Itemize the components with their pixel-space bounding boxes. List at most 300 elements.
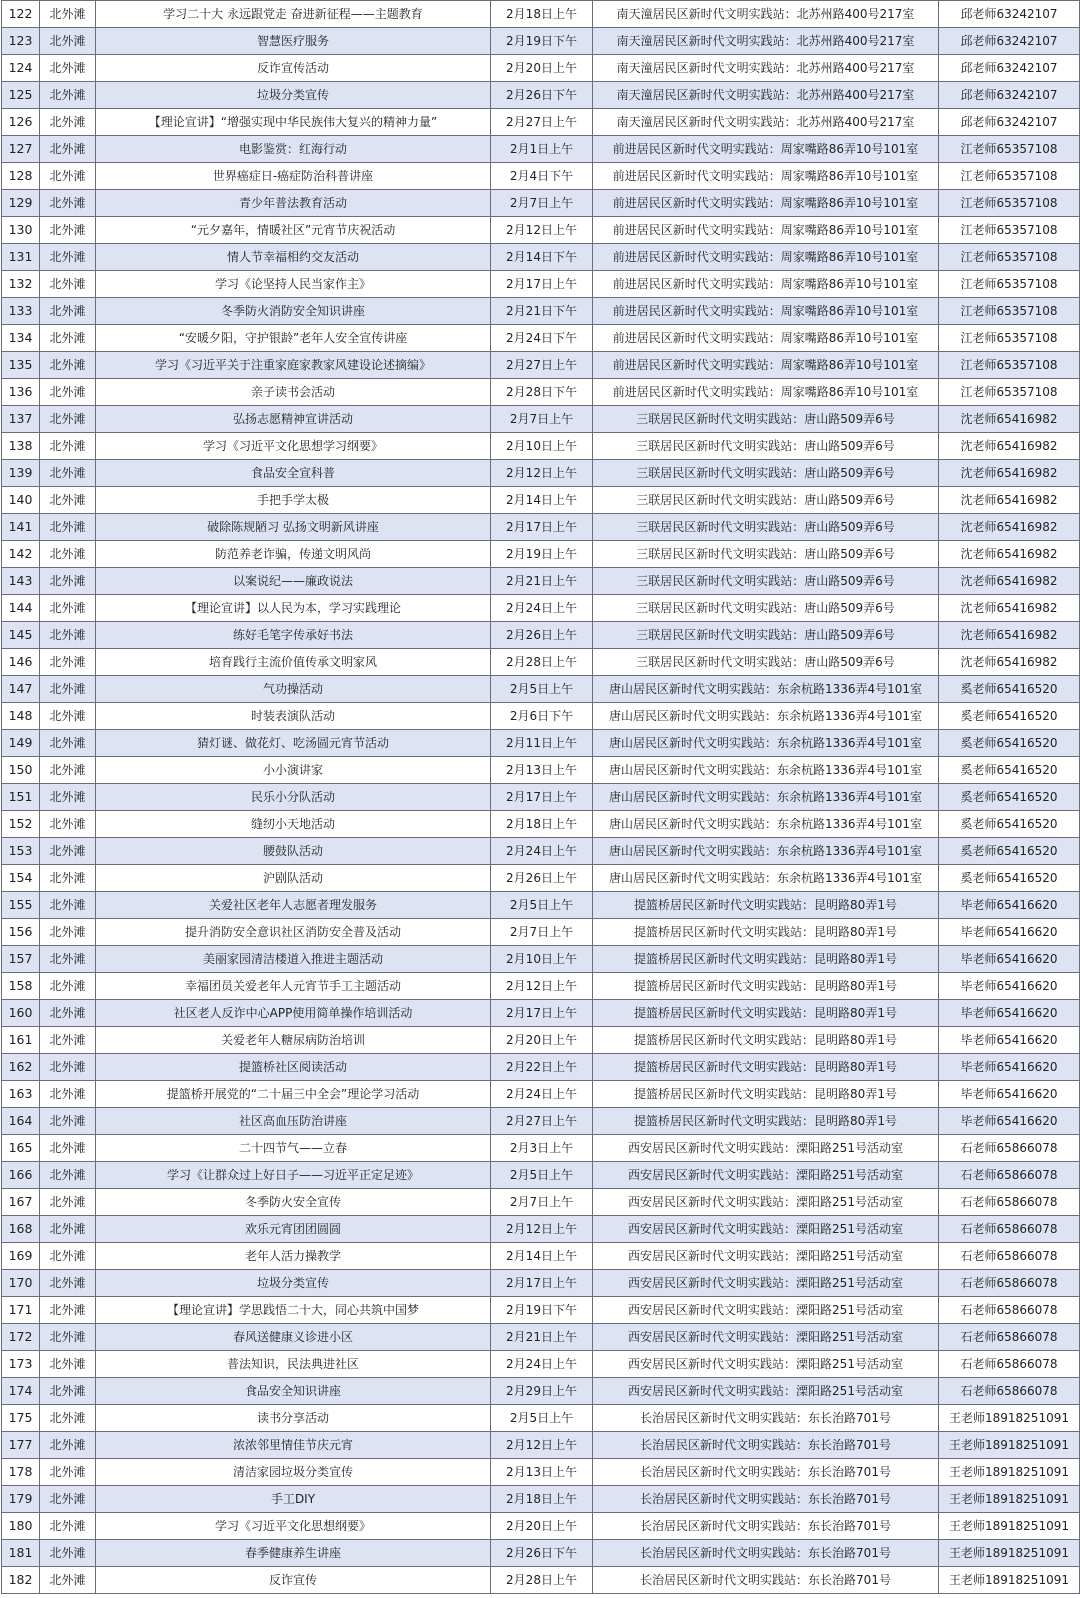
table-row — [2, 1, 1080, 28]
activity-time-cell: 2月20日上午 — [491, 1027, 593, 1054]
contact-cell: 奚老师65416520 — [939, 757, 1080, 784]
activity-location-cell: 唐山居民区新时代文明实践站：东余杭路1336弄4号101室 — [593, 676, 939, 703]
table-row — [2, 163, 1080, 190]
activity-location-cell: 提篮桥居民区新时代文明实践站：昆明路80弄1号 — [593, 1000, 939, 1027]
activity-location-cell: 唐山居民区新时代文明实践站：东余杭路1336弄4号101室 — [593, 703, 939, 730]
contact-cell: 石老师65866078 — [939, 1216, 1080, 1243]
contact-cell: 毕老师65416620 — [939, 1054, 1080, 1081]
activity-location-cell: 南天潼居民区新时代文明实践站：北苏州路400号217室 — [593, 82, 939, 109]
row-number-cell: 140 — [2, 487, 40, 514]
activity-location-cell: 三联居民区新时代文明实践站：唐山路509弄6号 — [593, 541, 939, 568]
row-number-cell: 148 — [2, 703, 40, 730]
street-cell: 北外滩 — [40, 1054, 96, 1081]
table-row — [2, 892, 1080, 919]
activity-location-cell: 提篮桥居民区新时代文明实践站：昆明路80弄1号 — [593, 1081, 939, 1108]
activity-time-cell: 2月20日上午 — [491, 55, 593, 82]
activity-time-cell: 2月12日上午 — [491, 217, 593, 244]
row-number-cell: 178 — [2, 1459, 40, 1486]
activity-name-cell: 弘扬志愿精神宣讲活动 — [96, 406, 491, 433]
table-row — [2, 55, 1080, 82]
activity-location-cell: 长治居民区新时代文明实践站：东长治路701号 — [593, 1540, 939, 1567]
activity-time-cell: 2月26日上午 — [491, 622, 593, 649]
table-row — [2, 946, 1080, 973]
street-cell: 北外滩 — [40, 298, 96, 325]
table-row — [2, 784, 1080, 811]
table-row — [2, 190, 1080, 217]
table-row — [2, 1351, 1080, 1378]
row-number-cell: 181 — [2, 1540, 40, 1567]
table-row — [2, 1189, 1080, 1216]
contact-cell: 沈老师65416982 — [939, 433, 1080, 460]
street-cell: 北外滩 — [40, 217, 96, 244]
activity-time-cell: 2月11日上午 — [491, 730, 593, 757]
street-cell: 北外滩 — [40, 163, 96, 190]
table-row — [2, 271, 1080, 298]
contact-cell: 石老师65866078 — [939, 1324, 1080, 1351]
contact-cell: 江老师65357108 — [939, 190, 1080, 217]
contact-cell: 石老师65866078 — [939, 1162, 1080, 1189]
contact-cell: 石老师65866078 — [939, 1351, 1080, 1378]
activity-name-cell: 破除陈规陋习 弘扬文明新风讲座 — [96, 514, 491, 541]
activity-name-cell: 春季健康养生讲座 — [96, 1540, 491, 1567]
table-row — [2, 217, 1080, 244]
contact-cell: 江老师65357108 — [939, 379, 1080, 406]
row-number-cell: 126 — [2, 109, 40, 136]
contact-cell: 石老师65866078 — [939, 1378, 1080, 1405]
table-row — [2, 811, 1080, 838]
contact-cell: 奚老师65416520 — [939, 703, 1080, 730]
activity-name-cell: 学习二十大 永远跟党走 奋进新征程——主题教育 — [96, 1, 491, 28]
table-row — [2, 1054, 1080, 1081]
activity-time-cell: 2月17日上午 — [491, 1270, 593, 1297]
street-cell: 北外滩 — [40, 271, 96, 298]
activity-name-cell: 电影鉴赏：红海行动 — [96, 136, 491, 163]
row-number-cell: 155 — [2, 892, 40, 919]
activity-location-cell: 唐山居民区新时代文明实践站：东余杭路1336弄4号101室 — [593, 757, 939, 784]
activity-name-cell: 反诈宣传活动 — [96, 55, 491, 82]
table-row — [2, 919, 1080, 946]
contact-cell: 邱老师63242107 — [939, 82, 1080, 109]
activity-location-cell: 南天潼居民区新时代文明实践站：北苏州路400号217室 — [593, 109, 939, 136]
activity-location-cell: 西安居民区新时代文明实践站：溧阳路251号活动室 — [593, 1135, 939, 1162]
activity-time-cell: 2月18日上午 — [491, 1486, 593, 1513]
row-number-cell: 175 — [2, 1405, 40, 1432]
contact-cell: 沈老师65416982 — [939, 649, 1080, 676]
street-cell: 北外滩 — [40, 1108, 96, 1135]
table-row — [2, 1540, 1080, 1567]
activity-name-cell: 学习《习近平文化思想纲要》 — [96, 1513, 491, 1540]
contact-cell: 王老师18918251091 — [939, 1486, 1080, 1513]
street-cell: 北外滩 — [40, 1081, 96, 1108]
street-cell: 北外滩 — [40, 811, 96, 838]
row-number-cell: 173 — [2, 1351, 40, 1378]
activity-location-cell: 西安居民区新时代文明实践站：溧阳路251号活动室 — [593, 1216, 939, 1243]
row-number-cell: 162 — [2, 1054, 40, 1081]
activity-time-cell: 2月29日上午 — [491, 1378, 593, 1405]
activity-time-cell: 2月20日上午 — [491, 1513, 593, 1540]
row-number-cell: 128 — [2, 163, 40, 190]
street-cell: 北外滩 — [40, 730, 96, 757]
table-row — [2, 838, 1080, 865]
activity-location-cell: 三联居民区新时代文明实践站：唐山路509弄6号 — [593, 649, 939, 676]
row-number-cell: 150 — [2, 757, 40, 784]
table-row — [2, 541, 1080, 568]
contact-cell: 奚老师65416520 — [939, 838, 1080, 865]
contact-cell: 毕老师65416620 — [939, 1081, 1080, 1108]
street-cell: 北外滩 — [40, 1027, 96, 1054]
activity-location-cell: 前进居民区新时代文明实践站：周家嘴路86弄10号101室 — [593, 163, 939, 190]
table-row — [2, 244, 1080, 271]
activity-time-cell: 2月17日上午 — [491, 271, 593, 298]
activity-time-cell: 2月17日上午 — [491, 1000, 593, 1027]
activity-location-cell: 三联居民区新时代文明实践站：唐山路509弄6号 — [593, 406, 939, 433]
contact-cell: 毕老师65416620 — [939, 973, 1080, 1000]
row-number-cell: 165 — [2, 1135, 40, 1162]
activity-time-cell: 2月21日上午 — [491, 568, 593, 595]
contact-cell: 奚老师65416520 — [939, 784, 1080, 811]
row-number-cell: 124 — [2, 55, 40, 82]
street-cell: 北外滩 — [40, 568, 96, 595]
activity-time-cell: 2月10日上午 — [491, 433, 593, 460]
contact-cell: 石老师65866078 — [939, 1135, 1080, 1162]
street-cell: 北外滩 — [40, 892, 96, 919]
row-number-cell: 134 — [2, 325, 40, 352]
row-number-cell: 169 — [2, 1243, 40, 1270]
row-number-cell: 136 — [2, 379, 40, 406]
activity-name-cell: 培育践行主流价值传承文明家风 — [96, 649, 491, 676]
street-cell: 北外滩 — [40, 460, 96, 487]
street-cell: 北外滩 — [40, 595, 96, 622]
row-number-cell: 164 — [2, 1108, 40, 1135]
activity-name-cell: 冬季防火消防安全知识讲座 — [96, 298, 491, 325]
row-number-cell: 174 — [2, 1378, 40, 1405]
street-cell: 北外滩 — [40, 676, 96, 703]
activity-name-cell: 垃圾分类宣传 — [96, 1270, 491, 1297]
activity-location-cell: 长治居民区新时代文明实践站：东长治路701号 — [593, 1405, 939, 1432]
contact-cell: 江老师65357108 — [939, 325, 1080, 352]
activity-name-cell: 垃圾分类宣传 — [96, 82, 491, 109]
contact-cell: 奚老师65416520 — [939, 730, 1080, 757]
table-row — [2, 1567, 1080, 1594]
table-row — [2, 1108, 1080, 1135]
street-cell: 北外滩 — [40, 973, 96, 1000]
activity-time-cell: 2月7日上午 — [491, 190, 593, 217]
row-number-cell: 151 — [2, 784, 40, 811]
activity-location-cell: 提篮桥居民区新时代文明实践站：昆明路80弄1号 — [593, 1027, 939, 1054]
row-number-cell: 160 — [2, 1000, 40, 1027]
table-row — [2, 568, 1080, 595]
table-row — [2, 1000, 1080, 1027]
activity-location-cell: 提篮桥居民区新时代文明实践站：昆明路80弄1号 — [593, 892, 939, 919]
row-number-cell: 146 — [2, 649, 40, 676]
activity-location-cell: 西安居民区新时代文明实践站：溧阳路251号活动室 — [593, 1162, 939, 1189]
contact-cell: 王老师18918251091 — [939, 1513, 1080, 1540]
street-cell: 北外滩 — [40, 487, 96, 514]
activity-location-cell: 三联居民区新时代文明实践站：唐山路509弄6号 — [593, 595, 939, 622]
activity-time-cell: 2月5日上午 — [491, 892, 593, 919]
row-number-cell: 138 — [2, 433, 40, 460]
activity-name-cell: 防范养老诈骗，传递文明风尚 — [96, 541, 491, 568]
row-number-cell: 123 — [2, 28, 40, 55]
row-number-cell: 167 — [2, 1189, 40, 1216]
street-cell: 北外滩 — [40, 1459, 96, 1486]
activity-time-cell: 2月24日下午 — [491, 325, 593, 352]
street-cell: 北外滩 — [40, 406, 96, 433]
street-cell: 北外滩 — [40, 82, 96, 109]
activity-name-cell: 练好毛笔字传承好书法 — [96, 622, 491, 649]
activity-time-cell: 2月27日上午 — [491, 352, 593, 379]
contact-cell: 江老师65357108 — [939, 298, 1080, 325]
table-row — [2, 649, 1080, 676]
contact-cell: 沈老师65416982 — [939, 460, 1080, 487]
row-number-cell: 149 — [2, 730, 40, 757]
contact-cell: 沈老师65416982 — [939, 595, 1080, 622]
row-number-cell: 177 — [2, 1432, 40, 1459]
row-number-cell: 153 — [2, 838, 40, 865]
activity-name-cell: 关爱社区老年人志愿者理发服务 — [96, 892, 491, 919]
contact-cell: 江老师65357108 — [939, 163, 1080, 190]
table-row — [2, 1135, 1080, 1162]
activity-time-cell: 2月19日下午 — [491, 1297, 593, 1324]
table-body — [2, 1, 1080, 1594]
street-cell: 北外滩 — [40, 541, 96, 568]
row-number-cell: 182 — [2, 1567, 40, 1594]
activity-location-cell: 西安居民区新时代文明实践站：溧阳路251号活动室 — [593, 1378, 939, 1405]
street-cell: 北外滩 — [40, 784, 96, 811]
contact-cell: 毕老师65416620 — [939, 1108, 1080, 1135]
activity-location-cell: 提篮桥居民区新时代文明实践站：昆明路80弄1号 — [593, 1108, 939, 1135]
activity-location-cell: 提篮桥居民区新时代文明实践站：昆明路80弄1号 — [593, 919, 939, 946]
activity-location-cell: 唐山居民区新时代文明实践站：东余杭路1336弄4号101室 — [593, 784, 939, 811]
activity-time-cell: 2月4日下午 — [491, 163, 593, 190]
activity-location-cell: 西安居民区新时代文明实践站：溧阳路251号活动室 — [593, 1270, 939, 1297]
table-row — [2, 1459, 1080, 1486]
activity-time-cell: 2月28日上午 — [491, 649, 593, 676]
activity-time-cell: 2月18日上午 — [491, 811, 593, 838]
contact-cell: 毕老师65416620 — [939, 946, 1080, 973]
contact-cell: 江老师65357108 — [939, 136, 1080, 163]
table-row — [2, 433, 1080, 460]
activity-name-cell: 老年人活力操教学 — [96, 1243, 491, 1270]
row-number-cell: 122 — [2, 1, 40, 28]
contact-cell: 沈老师65416982 — [939, 622, 1080, 649]
activity-name-cell: 普法知识，民法典进社区 — [96, 1351, 491, 1378]
activity-name-cell: 欢乐元宵团团圆圆 — [96, 1216, 491, 1243]
row-number-cell: 130 — [2, 217, 40, 244]
table-row — [2, 109, 1080, 136]
activity-time-cell: 2月7日上午 — [491, 1189, 593, 1216]
activity-name-cell: 气功操活动 — [96, 676, 491, 703]
activity-time-cell: 2月21日上午 — [491, 1324, 593, 1351]
row-number-cell: 145 — [2, 622, 40, 649]
contact-cell: 江老师65357108 — [939, 352, 1080, 379]
activity-time-cell: 2月17日上午 — [491, 784, 593, 811]
activity-location-cell: 长治居民区新时代文明实践站：东长治路701号 — [593, 1567, 939, 1594]
table-row — [2, 28, 1080, 55]
activity-location-cell: 南天潼居民区新时代文明实践站：北苏州路400号217室 — [593, 28, 939, 55]
contact-cell: 王老师18918251091 — [939, 1567, 1080, 1594]
street-cell: 北外滩 — [40, 433, 96, 460]
row-number-cell: 133 — [2, 298, 40, 325]
activity-location-cell: 长治居民区新时代文明实践站：东长治路701号 — [593, 1459, 939, 1486]
activity-name-cell: 清洁家园垃圾分类宣传 — [96, 1459, 491, 1486]
street-cell: 北外滩 — [40, 1270, 96, 1297]
street-cell: 北外滩 — [40, 244, 96, 271]
activity-time-cell: 2月17日上午 — [491, 514, 593, 541]
contact-cell: 毕老师65416620 — [939, 919, 1080, 946]
activity-name-cell: 社区高血压防治讲座 — [96, 1108, 491, 1135]
street-cell: 北外滩 — [40, 1216, 96, 1243]
activity-location-cell: 前进居民区新时代文明实践站：周家嘴路86弄10号101室 — [593, 325, 939, 352]
activity-time-cell: 2月26日下午 — [491, 82, 593, 109]
contact-cell: 沈老师65416982 — [939, 541, 1080, 568]
activity-name-cell: 亲子读书会活动 — [96, 379, 491, 406]
row-number-cell: 142 — [2, 541, 40, 568]
table-row — [2, 487, 1080, 514]
activity-name-cell: 冬季防火安全宣传 — [96, 1189, 491, 1216]
table-row — [2, 352, 1080, 379]
activity-location-cell: 三联居民区新时代文明实践站：唐山路509弄6号 — [593, 514, 939, 541]
street-cell: 北外滩 — [40, 919, 96, 946]
activity-name-cell: 社区老人反诈中心APP使用简单操作培训活动 — [96, 1000, 491, 1027]
row-number-cell: 125 — [2, 82, 40, 109]
activity-name-cell: 情人节幸福相约交友活动 — [96, 244, 491, 271]
street-cell: 北外滩 — [40, 325, 96, 352]
street-cell: 北外滩 — [40, 1162, 96, 1189]
table-row — [2, 1513, 1080, 1540]
activity-location-cell: 前进居民区新时代文明实践站：周家嘴路86弄10号101室 — [593, 379, 939, 406]
activity-time-cell: 2月24日上午 — [491, 1081, 593, 1108]
activity-time-cell: 2月5日上午 — [491, 676, 593, 703]
activity-location-cell: 三联居民区新时代文明实践站：唐山路509弄6号 — [593, 433, 939, 460]
row-number-cell: 137 — [2, 406, 40, 433]
activity-name-cell: 【理论宣讲】学思践悟二十大，同心共筑中国梦 — [96, 1297, 491, 1324]
activity-time-cell: 2月13日上午 — [491, 757, 593, 784]
street-cell: 北外滩 — [40, 838, 96, 865]
row-number-cell: 135 — [2, 352, 40, 379]
activity-time-cell: 2月28日下午 — [491, 379, 593, 406]
activity-time-cell: 2月24日上午 — [491, 595, 593, 622]
contact-cell: 江老师65357108 — [939, 217, 1080, 244]
table-row — [2, 1405, 1080, 1432]
row-number-cell: 158 — [2, 973, 40, 1000]
table-row — [2, 973, 1080, 1000]
table-row — [2, 514, 1080, 541]
activity-name-cell: 【理论宣讲】以人民为本，学习实践理论 — [96, 595, 491, 622]
contact-cell: 石老师65866078 — [939, 1297, 1080, 1324]
contact-cell: 邱老师63242107 — [939, 28, 1080, 55]
contact-cell: 奚老师65416520 — [939, 811, 1080, 838]
activity-name-cell: 沪剧队活动 — [96, 865, 491, 892]
activity-name-cell: 世界癌症日-癌症防治科普讲座 — [96, 163, 491, 190]
activity-time-cell: 2月7日上午 — [491, 919, 593, 946]
table-row — [2, 595, 1080, 622]
activity-name-cell: 学习《论坚持人民当家作主》 — [96, 271, 491, 298]
table-row — [2, 1432, 1080, 1459]
activity-time-cell: 2月24日上午 — [491, 1351, 593, 1378]
row-number-cell: 143 — [2, 568, 40, 595]
activity-location-cell: 前进居民区新时代文明实践站：周家嘴路86弄10号101室 — [593, 244, 939, 271]
contact-cell: 江老师65357108 — [939, 244, 1080, 271]
contact-cell: 毕老师65416620 — [939, 892, 1080, 919]
table-row — [2, 1270, 1080, 1297]
activity-time-cell: 2月27日上午 — [491, 109, 593, 136]
activity-name-cell: 食品安全知识讲座 — [96, 1378, 491, 1405]
street-cell: 北外滩 — [40, 757, 96, 784]
table-row — [2, 406, 1080, 433]
activity-name-cell: “安暖夕阳，守护银龄”老年人安全宣传讲座 — [96, 325, 491, 352]
activity-time-cell: 2月6日下午 — [491, 703, 593, 730]
activity-name-cell: 学习《让群众过上好日子——习近平正定足迹》 — [96, 1162, 491, 1189]
contact-cell: 石老师65866078 — [939, 1243, 1080, 1270]
activity-location-cell: 三联居民区新时代文明实践站：唐山路509弄6号 — [593, 487, 939, 514]
table-row — [2, 1486, 1080, 1513]
street-cell: 北外滩 — [40, 1324, 96, 1351]
row-number-cell: 156 — [2, 919, 40, 946]
row-number-cell: 147 — [2, 676, 40, 703]
activity-name-cell: 提篮桥开展党的“二十届三中全会”理论学习活动 — [96, 1081, 491, 1108]
activity-name-cell: “元夕嘉年，情暖社区”元宵节庆祝活动 — [96, 217, 491, 244]
street-cell: 北外滩 — [40, 622, 96, 649]
activity-location-cell: 唐山居民区新时代文明实践站：东余杭路1336弄4号101室 — [593, 838, 939, 865]
row-number-cell: 168 — [2, 1216, 40, 1243]
activity-location-cell: 西安居民区新时代文明实践站：溧阳路251号活动室 — [593, 1351, 939, 1378]
row-number-cell: 172 — [2, 1324, 40, 1351]
row-number-cell: 166 — [2, 1162, 40, 1189]
row-number-cell: 154 — [2, 865, 40, 892]
street-cell: 北外滩 — [40, 1486, 96, 1513]
table-row — [2, 865, 1080, 892]
activity-time-cell: 2月12日上午 — [491, 973, 593, 1000]
contact-cell: 毕老师65416620 — [939, 1027, 1080, 1054]
row-number-cell: 127 — [2, 136, 40, 163]
street-cell: 北外滩 — [40, 514, 96, 541]
activity-time-cell: 2月19日上午 — [491, 541, 593, 568]
activity-location-cell: 长治居民区新时代文明实践站：东长治路701号 — [593, 1513, 939, 1540]
activity-location-cell: 唐山居民区新时代文明实践站：东余杭路1336弄4号101室 — [593, 811, 939, 838]
table-row — [2, 1378, 1080, 1405]
street-cell: 北外滩 — [40, 649, 96, 676]
activity-name-cell: 提篮桥社区阅读活动 — [96, 1054, 491, 1081]
activity-location-cell: 提篮桥居民区新时代文明实践站：昆明路80弄1号 — [593, 1054, 939, 1081]
table-row — [2, 1216, 1080, 1243]
street-cell: 北外滩 — [40, 1405, 96, 1432]
activity-name-cell: 腰鼓队活动 — [96, 838, 491, 865]
table-row — [2, 757, 1080, 784]
row-number-cell: 170 — [2, 1270, 40, 1297]
activity-time-cell: 2月12日上午 — [491, 1216, 593, 1243]
street-cell: 北外滩 — [40, 1540, 96, 1567]
contact-cell: 王老师18918251091 — [939, 1540, 1080, 1567]
row-number-cell: 141 — [2, 514, 40, 541]
table-row — [2, 1243, 1080, 1270]
row-number-cell: 163 — [2, 1081, 40, 1108]
activity-location-cell: 三联居民区新时代文明实践站：唐山路509弄6号 — [593, 622, 939, 649]
activity-time-cell: 2月14日上午 — [491, 1243, 593, 1270]
street-cell: 北外滩 — [40, 946, 96, 973]
street-cell: 北外滩 — [40, 1000, 96, 1027]
activity-time-cell: 2月18日上午 — [491, 1, 593, 28]
activity-name-cell: 幸福团员关爱老年人元宵节手工主题活动 — [96, 973, 491, 1000]
activity-location-cell: 前进居民区新时代文明实践站：周家嘴路86弄10号101室 — [593, 271, 939, 298]
table-row — [2, 622, 1080, 649]
contact-cell: 江老师65357108 — [939, 271, 1080, 298]
row-number-cell: 144 — [2, 595, 40, 622]
activity-name-cell: 学习《习近平关于注重家庭家教家风建设论述摘编》 — [96, 352, 491, 379]
street-cell: 北外滩 — [40, 1189, 96, 1216]
contact-cell: 沈老师65416982 — [939, 514, 1080, 541]
street-cell: 北外滩 — [40, 28, 96, 55]
